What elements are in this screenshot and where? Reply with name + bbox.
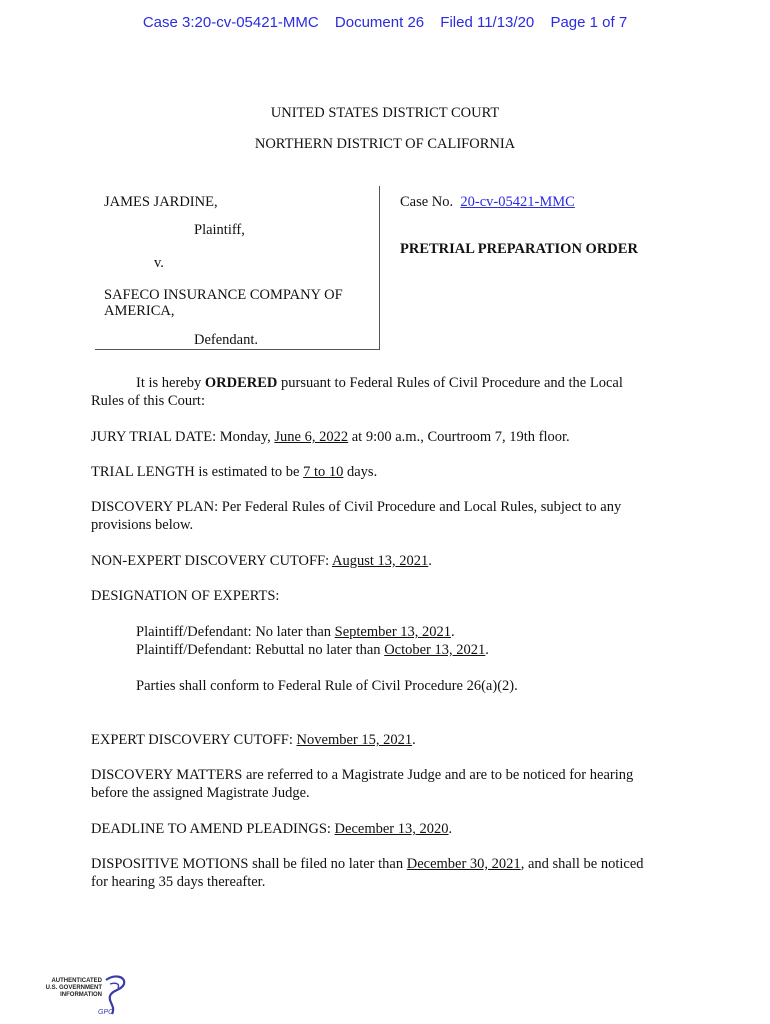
gpo-authentication-seal [44, 974, 134, 1020]
court-district: NORTHERN DISTRICT OF CALIFORNIA [254, 136, 516, 152]
case-no-link[interactable]: 20-cv-05421-MMC [460, 194, 575, 210]
order-title: PRETRIAL PREPARATION ORDER [400, 241, 638, 257]
case-no-label: Case No. [400, 194, 454, 210]
court-name: UNITED STATES DISTRICT COURT [270, 105, 500, 121]
ecf-header-stamp [0, 14, 770, 31]
plaintiff-role: Plaintiff, [194, 222, 245, 238]
defendant-name-2: AMERICA, [104, 303, 175, 319]
expert-deadlines: Plaintiff/Defendant: No later than September 13, 2021. Plaintiff/Defendant: Rebuttal no later than October 13, 2021. [136, 624, 489, 658]
amend-pleadings-deadline: DEADLINE TO AMEND PLEADINGS: December 13, 2020. [91, 821, 453, 837]
defendant-name-1: SAFECO INSURANCE COMPANY OF [104, 287, 343, 303]
gpo-eagle-icon [100, 974, 130, 1018]
stamp-case: Case 3:20-cv-05421-MMC [142, 14, 319, 31]
caption-divider [379, 186, 380, 349]
dispositive-motions: DISPOSITIVE MOTIONS shall be filed no later than December 30, 2021, and shall be noticed for hearing 35 days thereafter. [91, 856, 644, 890]
discovery-matters: DISCOVERY MATTERS are referred to a Magistrate Judge and are to be noticed for hearing before the assigned Magistrate Judge. [91, 767, 634, 801]
versus: v. [154, 255, 164, 271]
discovery-plan: DISCOVERY PLAN: Per Federal Rules of Civil Procedure and Local Rules, subject to any provisions below. [91, 499, 622, 533]
seal-text: AUTHENTICATED U.S. GOVERNMENT INFORMATION [45, 978, 102, 998]
expert-discovery-cutoff: EXPERT DISCOVERY CUTOFF: November 15, 2021. [91, 732, 416, 748]
conform-rule: Parties shall conform to Federal Rule of Civil Procedure 26(a)(2). [136, 678, 518, 694]
gpo-label: GPO [98, 1009, 114, 1016]
caption-bottom-rule [95, 349, 380, 350]
trial-length: TRIAL LENGTH is estimated to be 7 to 10 days. [91, 464, 378, 480]
intro-paragraph: It is hereby ORDERED pursuant to Federal Rules of Civil Procedure and the Local Rules of this Court: [91, 375, 623, 409]
plaintiff-name: JAMES JARDINE, [104, 194, 218, 210]
stamp-page: Page 1 of 7 [550, 14, 628, 31]
stamp-filed: Filed 11/13/20 [440, 14, 535, 31]
non-expert-cutoff: NON-EXPERT DISCOVERY CUTOFF: August 13, 2021. [91, 553, 432, 569]
defendant-role: Defendant. [194, 332, 259, 348]
designation-of-experts: DESIGNATION OF EXPERTS: [91, 588, 280, 604]
case-number [400, 194, 575, 211]
ordered-emphasis: ORDERED [204, 375, 278, 391]
stamp-document: Document 26 [334, 14, 425, 31]
jury-trial-date: JURY TRIAL DATE: Monday, June 6, 2022 at 9:00 a.m., Courtroom 7, 19th floor. [91, 429, 570, 445]
